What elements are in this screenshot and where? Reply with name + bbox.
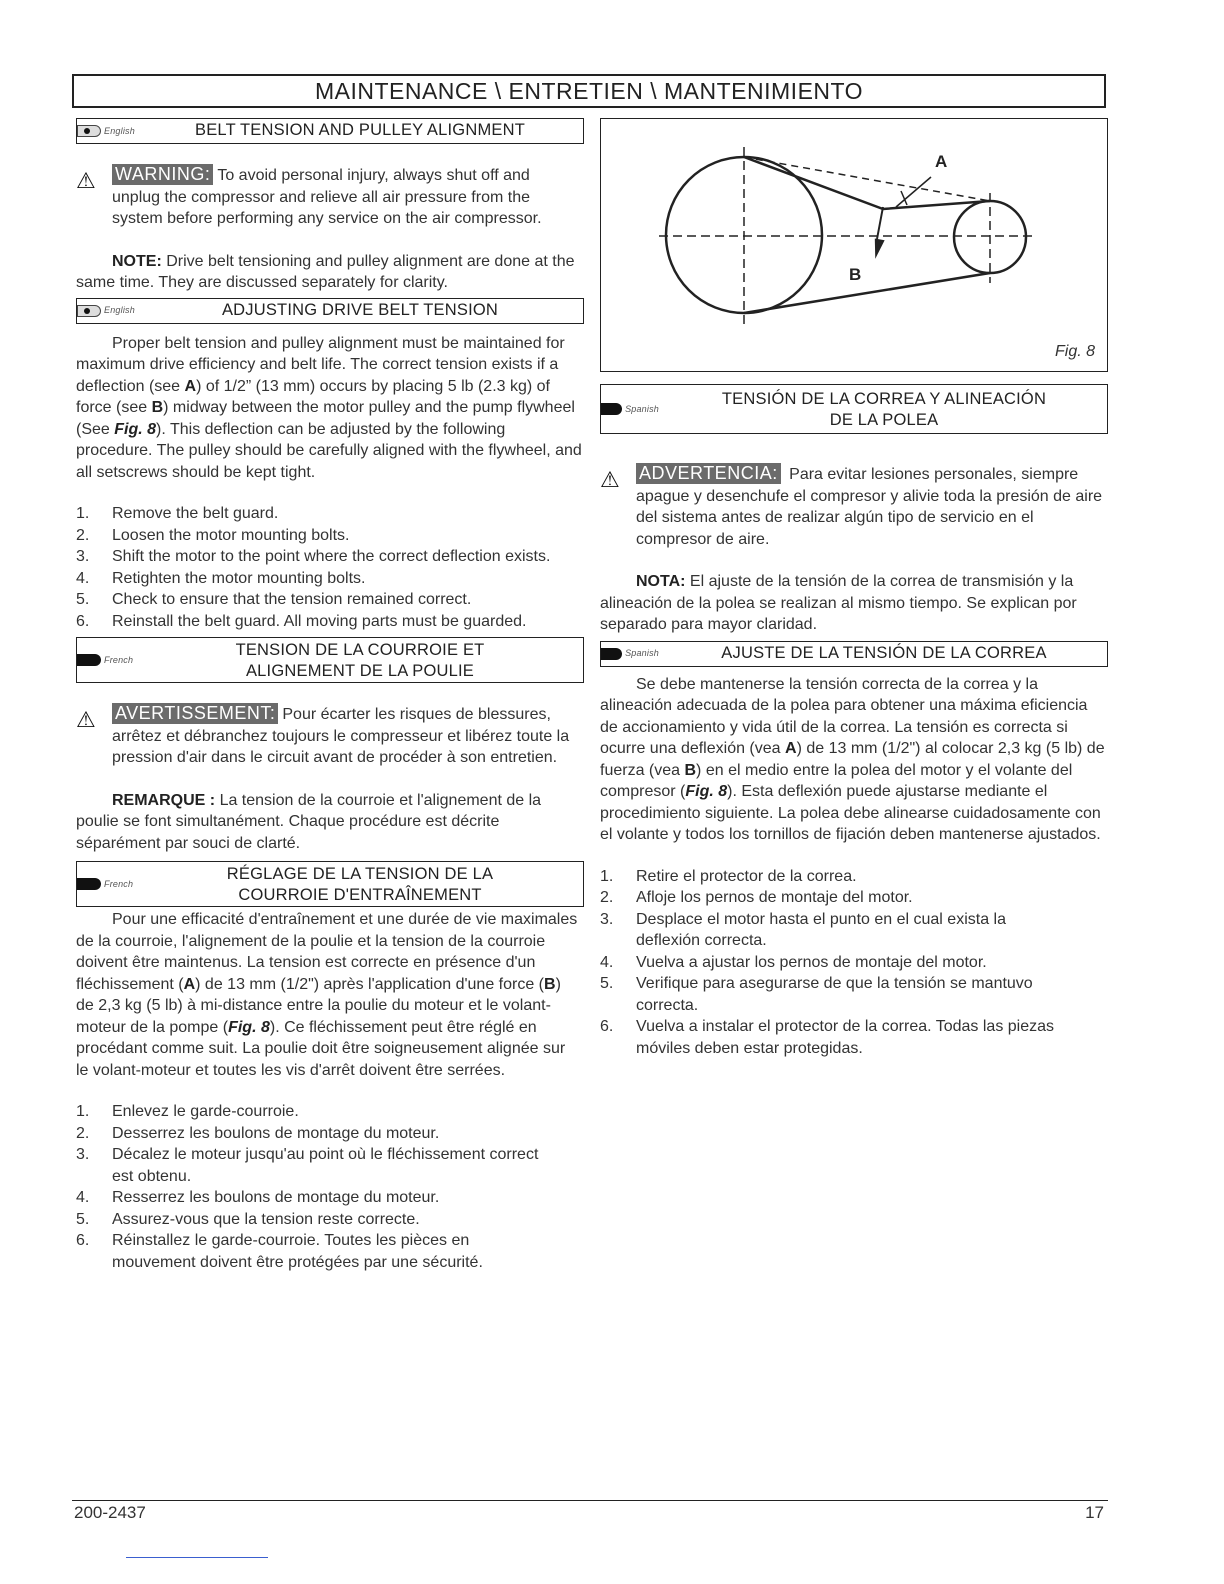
bottom-underline [126,1557,268,1558]
english-flag-icon: English [77,299,135,323]
english-flag-icon: English [77,119,135,143]
warning-triangle-icon: ⚠ [600,467,620,492]
french-warning-label: AVERTISSEMENT: [112,703,278,724]
page-title: MAINTENANCE \ ENTRETIEN \ MANTENIMIENTO [72,74,1106,108]
list-item: 6. Reinstall the belt guard. All moving parts must be guarded. [76,612,527,630]
belt-top [744,157,990,209]
figure-8 [600,118,1108,372]
french-flag-icon: French [77,638,135,682]
pulley-diagram [601,119,1106,370]
list-item: 4. Vuelva a ajustar los pernos de montaje del motor. [600,953,987,971]
english-belt-heading [76,118,584,144]
spanish-warning-text: Para evitar lesiones personales, siempre apague y desenchufe el compresor y alivie toda la presión de aire del sistema antes de realizar algún tipo de servicio en el compresor de aire. [636,466,1103,548]
french-adjust-heading [76,861,584,907]
spanish-steps-list [600,866,1070,1060]
list-item: 4. Retighten the motor mounting bolts. [76,569,366,587]
list-item: 2. Loosen the motor mounting bolts. [76,526,350,544]
list-item: 1. Remove the belt guard. [76,505,279,522]
list-item: 2. Afloje los pernos de montaje del motor. [600,889,913,906]
list-item: 5. Check to ensure that the tension remained correct. [76,591,472,608]
spanish-adjust-paragraph: Se debe mantenerse la tensión correcta de la correa y la alineación adecuada de la polea para obtener una máxima eficiencia de accionamiento y vida útil de la correa. La tensión es correcta si ocurre una deflexión (vea A) de 13 mm (1/2") al colocar 2,3 kg (5 lb) de fuerza (vea B) en el medio entre la polea del motor y el volante del compresor (Fig. 8). Esta deflexión puede ajustarse mediante el procedimiento siguiente. La polea debe alinearse cuidadosamente con el volante y todos los tornillos de fijación deben mantenerse ajustados. [600,675,1105,843]
french-adjust-paragraph: Pour une efficacité d'entraînement et une durée de vie maximales de la courroie, l'alignement de la poulie et la tension de la courroie doivent être maintenus. La tension est correcte en présence d'un fléchissement (A) de 13 mm (1/2") après l'application d'une force (B) de 2,3 kg (5 lb) à mi-distance entre la poulie du moteur et le volant-moteur de la pompe (Fig. 8). Ce fléchissement peut être réglé en procédant comme suit. La poulie doit être soigneusement alignée sur le volant-moteur et toutes les vis d'arrêt doivent être serrées. [76,911,578,1079]
english-belt-heading-text: BELT TENSION AND PULLEY ALIGNMENT [195,121,525,139]
french-belt-heading [76,637,584,683]
english-steps-list [76,503,582,632]
list-item: 5. Verifique para asegurarse de que la tensión se mantuvo correcta. [600,975,1033,1014]
french-flag-icon: French [77,862,135,906]
spanish-flag-icon: Spanish [601,642,659,666]
warning-triangle-icon: ⚠ [76,168,96,193]
label-b: B [849,265,862,284]
belt-bottom [744,273,990,313]
french-adjust-heading-text: RÉGLAGE DE LA TENSION DE LA COURROIE D'ENTRAÎNEMENT [226,865,494,904]
force-arrow-head [871,238,884,259]
right-column [600,118,1108,1059]
list-item: 4. Resserrez les boulons de montage du moteur. [76,1189,440,1206]
spanish-belt-heading [600,384,1108,434]
list-item: 5. Assurez-vous que la tension reste correcte. [76,1210,420,1228]
french-warning [76,703,582,769]
spanish-belt-heading-text: TENSIÓN DE LA CORREA Y ALINEACIÓN DE LA POLEA [721,390,1047,429]
list-item: 2. Desserrez les boulons de montage du moteur. [76,1124,440,1142]
english-adjust-paragraph: Proper belt tension and pulley alignment must be maintained for maximum drive efficiency and belt life. The correct tension exists if a deflection (see A) of 1/2” (13 mm) occurs by placing 5 lb (2.3 kg) of force (see B) midway between the motor pulley and the pump flywheel (See Fig. 8). This deflection can be adjusted by the following procedure. The pulley should be carefully aligned with the flywheel, and all setscrews should be kept tight. [76,334,582,481]
label-a: A [935,152,948,171]
spanish-note: NOTA: El ajuste de la tensión de la correa de transmisión y la alineación de la polea se realizan al mismo tiempo. Se explican por separado para mayor claridad. [600,573,1077,633]
page-number: 17 [1085,1503,1104,1522]
spanish-warning-label: ADVERTENCIA: [636,463,781,484]
english-adjust-heading [76,298,584,324]
english-note: NOTE: Drive belt tensioning and pulley alignment are done at the same time. They are discussed separately for clarity. [76,252,575,291]
warning-triangle-icon: ⚠ [76,707,96,732]
list-item: 6. Vuelva a instalar el protector de la correa. Todas las piezas móviles deben estar protegidas. [600,1018,1055,1057]
french-warning-text: Pour écarter les risques de blessures, arrêtez et débranchez toujours le compresseur et libérez toute la pression d'air dans le circuit avant de procéder à son entretien. [112,706,570,766]
list-item: 6. Réinstallez le garde-courroie. Toutes les pièces en mouvement doivent être protégées par une sécurité. [76,1232,483,1271]
spanish-adjust-heading-text: AJUSTE DE LA TENSIÓN DE LA CORREA [721,643,1047,662]
french-belt-heading-text: TENSION DE LA COURROIE ET ALIGNEMENT DE LA POULIE [235,641,485,680]
list-item: 1. Retire el protector de la correa. [600,867,857,885]
spanish-warning [600,463,1106,550]
spanish-adjust-heading [600,641,1108,667]
french-note: REMARQUE : La tension de la courroie et l'alignement de la poulie se font simultanément. Chaque procédure est décrite séparément par souci de clarté. [76,791,542,852]
french-steps-list [76,1101,556,1273]
force-arrow [877,207,883,239]
list-item: 1. Enlevez le garde-courroie. [76,1103,299,1120]
spanish-flag-icon: Spanish [601,385,659,433]
english-adjust-heading-text: ADJUSTING DRIVE BELT TENSION [221,300,499,319]
english-warning [76,164,582,230]
reference-line [744,157,990,201]
english-warning-text: To avoid personal injury, always shut off and unplug the compressor and relieve all air pressure from the system before performing any service on the air compressor. [112,167,542,227]
footer-divider [72,1500,1108,1501]
list-item: 3. Décalez le moteur jusqu'au point où le fléchissement correct est obtenu. [76,1146,539,1185]
english-warning-label: WARNING: [112,164,213,185]
figure-caption: Fig. 8 [1054,343,1095,360]
left-column [76,118,582,1273]
list-item: 3. Desplace el motor hasta el punto en el cual exista la deflexión correcta. [600,910,1006,949]
document-number: 200-2437 [74,1503,146,1522]
list-item: 3. Shift the motor to the point where the correct deflection exists. [76,548,551,565]
